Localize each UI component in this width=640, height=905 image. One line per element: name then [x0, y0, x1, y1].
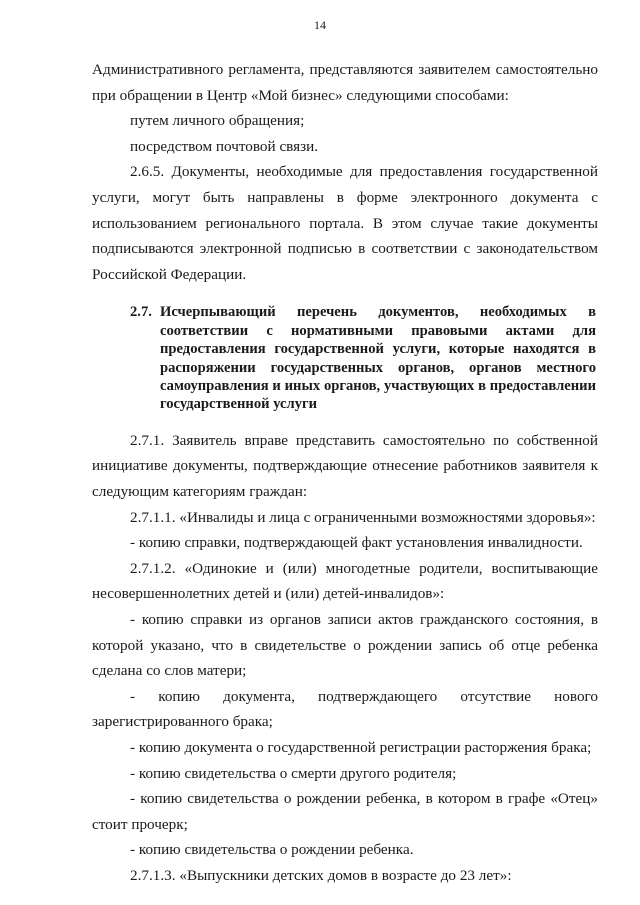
- section-heading-text: Исчерпывающий перечень документов, необходимых в соответствии с нормативными правовыми актами для предоставления государственной услуги, которые находятся в распоряжении государственных органов, органов местного самоуправления и иных органов, участвующих в предоставлении государственной услуги: [160, 304, 596, 413]
- section-heading-number: 2.7.: [130, 304, 152, 321]
- paragraph-2-6-5: 2.6.5. Документы, необходимые для предоставления государственной услуги, могут быть направлены в форме электронного документа с использованием регионального портала. В этом случае такие документы подписываются электронной подписью в соответствии с законодательством Российской Федерации.: [92, 163, 598, 283]
- page-number: 14: [314, 18, 326, 32]
- list-item-death-certificate: - копию свидетельства о смерти другого родителя;: [130, 764, 457, 782]
- list-item-birth-certificate: - копию свидетельства о рождении ребенка.: [130, 841, 414, 859]
- list-item-birth-certificate-no-father: - копию свидетельства о рождении ребенка, в котором в графе «Отец» стоит прочерк;: [92, 790, 598, 833]
- paragraph-2-7-1-1: 2.7.1.1. «Инвалиды и лица с ограниченными возможностями здоровья»:: [130, 508, 596, 526]
- paragraph-2-7-1-3: 2.7.1.3. «Выпускники детских домов в возрасте до 23 лет»:: [130, 866, 512, 884]
- document-body: [92, 57, 598, 888]
- paragraph-2-7-1-2: 2.7.1.2. «Одинокие и (или) многодетные родители, воспитывающие несовершеннолетних детей и (или) детей-инвалидов»:: [92, 559, 598, 603]
- list-item-no-new-marriage: - копию документа, подтверждающего отсутствие нового зарегистрированного брака;: [92, 687, 598, 731]
- paragraph-2-7-1: 2.7.1. Заявитель вправе представить самостоятельно по собственной инициативе документы, подтверждающие отнесение работников заявителя к следующим категориям граждан:: [92, 431, 598, 500]
- list-item-personal-visit: путем личного обращения;: [130, 112, 305, 130]
- paragraph-continuation: Административного регламента, представляются заявителем самостоятельно при обращении в Центр «Мой бизнес» следующими способами:: [92, 61, 598, 104]
- list-item-divorce-registration: - копию документа о государственной регистрации расторжения брака;: [130, 738, 592, 756]
- list-item-disability-certificate: - копию справки, подтверждающей факт установления инвалидности.: [130, 534, 583, 552]
- list-item-postal: посредством почтовой связи.: [130, 137, 319, 155]
- section-heading-2-7: [92, 303, 598, 413]
- list-item-registry-certificate: - копию справки из органов записи актов гражданского состояния, в которой указано, что в свидетельстве о рождении запись об отце ребенка сделана со слов матери;: [92, 610, 598, 680]
